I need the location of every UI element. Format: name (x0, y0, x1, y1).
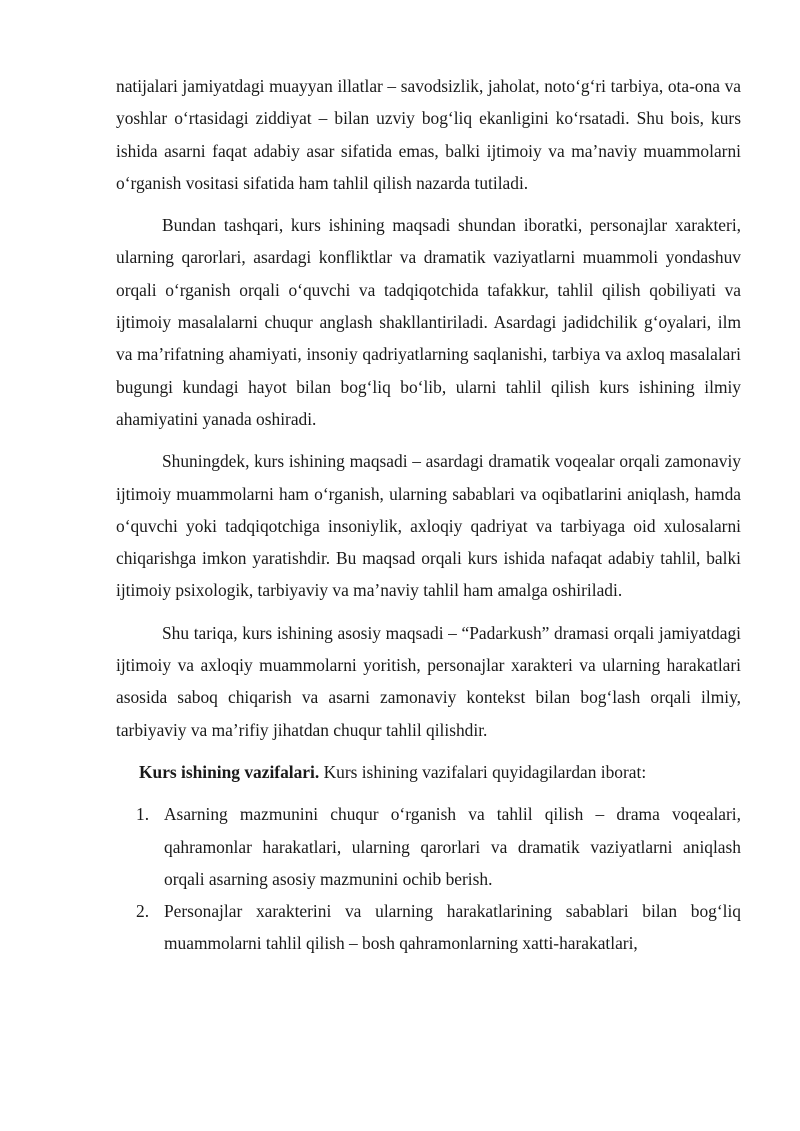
list-item-number: 2. (136, 901, 150, 922)
paragraph-purpose-2: Bundan tashqari, kurs ishining maqsadi shundan iboratki, personajlar xarakteri, ularning qarorlari, asardagi konfliktlar va dramatik vaziyatlarni muammoli yondashuv orqali o‘rganish orqali o‘quvchi va tadqiqotchida tafakkur, tahlil qilish qobiliyati va ijtimoiy masalalarni chuqur anglash shakllantiriladi. Asardagi jadidchilik g‘oyalari, ilm va ma’rifatning ahamiyati, insoniy qadriyatlarning saqlanishi, tarbiya va axloq masalalari bugungi kundagi hayot bilan bog‘liq bo‘lib, ularni tahlil qilish kurs ishining ilmiy ahamiyatini yanada oshiradi. (116, 215, 741, 429)
paragraph-continuation: natijalari jamiyatdagi muayyan illatlar – savodsizlik, jaholat, noto‘g‘ri tarbiya, ota-ona va yoshlar o‘rtasidagi ziddiyat – bilan uzviy bog‘liq ekanligini ko‘rsatadi. Shu bois, kurs ishida asarni faqat adabiy asar sifatida emas, balki ijtimoiy va ma’naviy muammolarni o‘rganish vositasi sifatida ham tahlil qilish nazarda tutiladi. (116, 76, 741, 193)
list-item-number: 1. (136, 804, 150, 825)
tasks-heading (116, 756, 741, 788)
tasks-list (116, 798, 741, 959)
list-item-text: Personajlar xarakterini va ularning harakatlarining sabablari bilan bog‘liq muammolarni tahlil qilish – bosh qahramonlarning xatti-harakatlari, (164, 901, 741, 954)
paragraph-purpose-3: Shuningdek, kurs ishining maqsadi – asardagi dramatik voqealar orqali zamonaviy ijtimoiy muammolarni ham o‘rganish, ularning sabablari va oqibatlarini aniqlash, hamda o‘quvchi yoki tadqiqotchiga insoniylik, axloqiy qadriyat va tarbiyaga oid xulosalarni chiqarishga imkon yaratishdir. Bu maqsad orqali kurs ishida nafaqat adabiy tahlil, balki ijtimoiy psixologik, tarbiyaviy va ma’naviy tahlil ham amalga oshiriladi. (116, 451, 741, 601)
list-item (116, 895, 741, 960)
list-item (116, 798, 741, 895)
list-item-text: Asarning mazmunini chuqur o‘rganish va tahlil qilish – drama voqealari, qahramonlar harakatlari, ularning qarorlari va dramatik vaziyatlarni aniqlash orqali asarning asosiy mazmunini ochib berish. (164, 804, 741, 889)
document-page (116, 70, 741, 960)
tasks-heading-bold: Kurs ishining vazifalari. (139, 761, 320, 782)
tasks-heading-text: Kurs ishining vazifalari quyidagilardan iborat: (319, 761, 647, 782)
paragraph-purpose-summary: Shu tariqa, kurs ishining asosiy maqsadi – “Padarkush” dramasi orqali jamiyatdagi ijtimoiy va axloqiy muammolarni yoritish, personajlar xarakteri va ularning harakatlari asosida saboq chiqarish va asarni zamonaviy kontekst bilan bog‘lash orqali ilmiy, tarbiyaviy va ma’rifiy jihatdan chuqur tahlil qilishdir. (116, 622, 741, 740)
